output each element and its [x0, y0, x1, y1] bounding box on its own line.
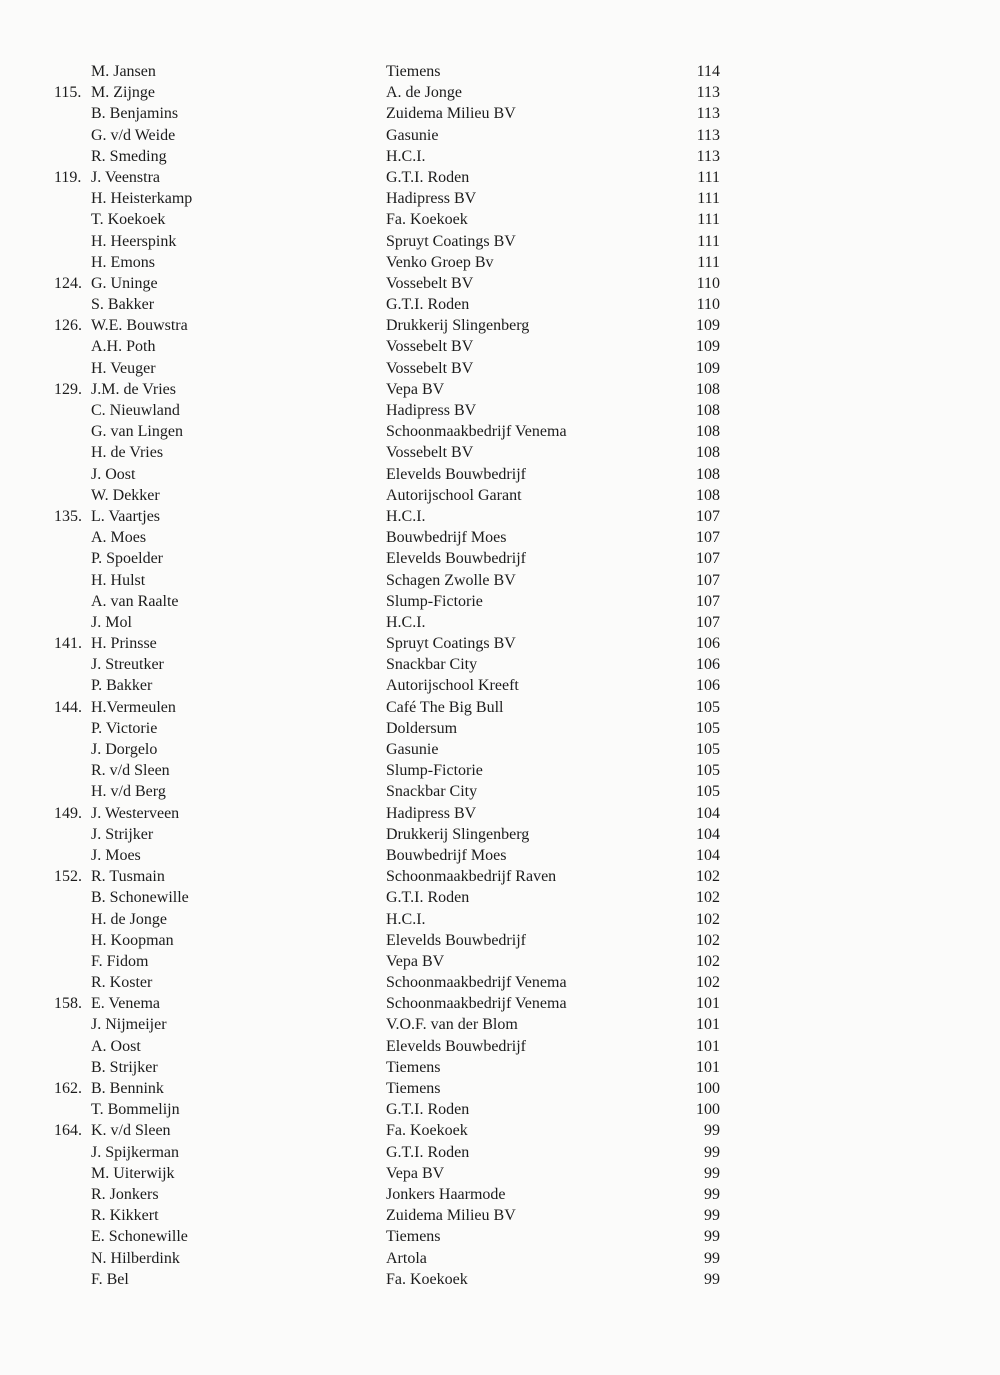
score-cell: 99: [704, 1207, 720, 1225]
name-cell: G. Uninge: [91, 274, 158, 292]
result-row: [0, 1120, 1000, 1141]
score-cell: 113: [696, 105, 720, 123]
score-cell: 114: [696, 63, 720, 80]
company-cell: Schoonmaakbedrijf Venema: [386, 995, 567, 1013]
score-cell: 102: [696, 931, 720, 949]
name-cell: H. Koopman: [91, 931, 174, 949]
name-cell: N. Hilberdink: [91, 1249, 180, 1267]
name-cell: E. Schonewille: [91, 1228, 188, 1246]
rank-cell: 126.: [54, 317, 82, 335]
result-row: [0, 591, 1000, 612]
name-cell: P. Bakker: [91, 677, 153, 695]
name-cell: R. Kikkert: [91, 1207, 159, 1225]
name-cell: J. Spijkerman: [91, 1143, 179, 1161]
company-cell: Fa. Koekoek: [386, 1270, 468, 1288]
result-row: [0, 400, 1000, 421]
score-cell: 111: [697, 253, 720, 271]
company-cell: Fa. Koekoek: [386, 1122, 468, 1140]
company-cell: Venko Groep Bv: [386, 253, 494, 271]
company-cell: Zuidema Milieu BV: [386, 1207, 516, 1225]
results-list: [0, 61, 1000, 1290]
company-cell: Doldersum: [386, 719, 458, 737]
name-cell: R. Smeding: [91, 147, 167, 165]
result-row: [0, 548, 1000, 569]
score-cell: 108: [696, 444, 720, 462]
company-cell: Snackbar City: [386, 783, 478, 801]
company-cell: Bouwbedrijf Moes: [386, 846, 507, 864]
result-row: [0, 167, 1000, 188]
result-row: [0, 739, 1000, 760]
name-cell: S. Bakker: [91, 296, 155, 314]
result-row: [0, 1184, 1000, 1205]
name-cell: H. Hulst: [91, 571, 146, 589]
company-cell: Spruyt Coatings BV: [386, 635, 516, 653]
score-cell: 104: [696, 846, 720, 864]
name-cell: T. Bommelijn: [91, 1101, 180, 1119]
name-cell: J. Dorgelo: [91, 741, 158, 758]
company-cell: A. de Jonge: [386, 84, 462, 102]
company-cell: Elevelds Bouwbedrijf: [386, 1037, 526, 1055]
score-cell: 102: [696, 889, 720, 907]
score-cell: 102: [696, 910, 720, 928]
name-cell: H. Veuger: [91, 359, 156, 377]
score-cell: 109: [696, 338, 720, 356]
score-cell: 107: [696, 571, 720, 589]
name-cell: M. Zijnge: [91, 84, 155, 102]
name-cell: P. Victorie: [91, 719, 158, 737]
score-cell: 108: [696, 486, 720, 504]
name-cell: M. Jansen: [91, 63, 156, 80]
name-cell: H.Vermeulen: [91, 698, 176, 716]
name-cell: A. van Raalte: [91, 592, 179, 610]
score-cell: 107: [696, 529, 720, 547]
company-cell: Jonkers Haarmode: [386, 1185, 506, 1203]
name-cell: C. Nieuwland: [91, 402, 180, 419]
score-cell: 108: [696, 423, 720, 441]
score-cell: 99: [704, 1164, 720, 1182]
name-cell: F. Fidom: [91, 952, 149, 970]
result-row: [0, 464, 1000, 485]
name-cell: B. Benjamins: [91, 105, 179, 123]
result-row: [0, 379, 1000, 400]
score-cell: 107: [696, 550, 720, 568]
company-cell: Vossebelt BV: [386, 274, 474, 292]
name-cell: J. Nijmeijer: [91, 1016, 167, 1034]
score-cell: 109: [696, 359, 720, 377]
result-row: [0, 1036, 1000, 1057]
name-cell: A. Moes: [91, 529, 147, 547]
score-cell: 108: [696, 380, 720, 398]
result-row: [0, 866, 1000, 887]
company-cell: Autorijschool Kreeft: [386, 677, 519, 695]
company-cell: Tiemens: [386, 1080, 441, 1097]
result-row: [0, 909, 1000, 930]
result-row: [0, 527, 1000, 548]
result-row: [0, 760, 1000, 781]
rank-cell: 152.: [54, 868, 82, 886]
company-cell: Elevelds Bouwbedrijf: [386, 465, 526, 483]
result-row: [0, 1163, 1000, 1184]
result-row: [0, 1057, 1000, 1078]
company-cell: Gasunie: [386, 126, 439, 144]
name-cell: J. Veenstra: [91, 168, 161, 186]
result-row: [0, 675, 1000, 696]
result-row: [0, 125, 1000, 146]
company-cell: Drukkerij Slingenberg: [386, 825, 530, 843]
score-cell: 102: [696, 974, 720, 992]
company-cell: Spruyt Coatings BV: [386, 232, 516, 250]
score-cell: 105: [696, 719, 720, 737]
rank-cell: 124.: [54, 274, 82, 292]
result-row: [0, 315, 1000, 336]
result-row: [0, 82, 1000, 103]
company-cell: Artola: [386, 1249, 427, 1267]
company-cell: Hadipress BV: [386, 402, 477, 419]
result-row: [0, 442, 1000, 463]
score-cell: 100: [696, 1101, 720, 1119]
company-cell: Vepa BV: [386, 952, 445, 970]
company-cell: H.C.I.: [386, 910, 426, 928]
name-cell: J. Oost: [91, 465, 136, 483]
score-cell: 107: [696, 613, 720, 631]
name-cell: B. Bennink: [91, 1080, 164, 1097]
rank-cell: 141.: [54, 635, 82, 653]
score-cell: 109: [696, 317, 720, 335]
name-cell: B. Strijker: [91, 1058, 158, 1076]
score-cell: 99: [704, 1185, 720, 1203]
rank-cell: 119.: [54, 168, 82, 186]
name-cell: E. Venema: [91, 995, 161, 1013]
result-row: [0, 697, 1000, 718]
result-row: [0, 824, 1000, 845]
name-cell: H. de Vries: [91, 444, 164, 462]
result-row: [0, 803, 1000, 824]
name-cell: A. Oost: [91, 1037, 141, 1055]
company-cell: Schagen Zwolle BV: [386, 571, 516, 589]
rank-cell: 135.: [54, 507, 82, 525]
company-cell: Hadipress BV: [386, 190, 477, 208]
company-cell: Slump-Fictorie: [386, 592, 483, 610]
company-cell: Schoonmaakbedrijf Venema: [386, 974, 567, 992]
company-cell: G.T.I. Roden: [386, 296, 470, 314]
company-cell: Café The Big Bull: [386, 698, 504, 716]
company-cell: Bouwbedrijf Moes: [386, 529, 507, 547]
company-cell: Vossebelt BV: [386, 359, 474, 377]
rank-cell: 164.: [54, 1122, 82, 1140]
result-row: [0, 1099, 1000, 1120]
company-cell: Hadipress BV: [386, 804, 477, 822]
score-cell: 99: [704, 1228, 720, 1246]
name-cell: K. v/d Sleen: [91, 1122, 171, 1140]
name-cell: H. Heisterkamp: [91, 190, 193, 208]
result-row: [0, 146, 1000, 167]
rank-cell: 129.: [54, 380, 82, 398]
name-cell: J. Westerveen: [91, 804, 180, 822]
name-cell: L. Vaartjes: [91, 507, 161, 525]
score-cell: 104: [696, 804, 720, 822]
name-cell: H. de Jonge: [91, 910, 167, 928]
rank-cell: 149.: [54, 804, 82, 822]
company-cell: H.C.I.: [386, 613, 426, 631]
company-cell: Vossebelt BV: [386, 338, 474, 356]
result-row: [0, 336, 1000, 357]
result-row: [0, 1142, 1000, 1163]
score-cell: 108: [696, 465, 720, 483]
result-row: [0, 930, 1000, 951]
result-row: [0, 1269, 1000, 1290]
score-cell: 105: [696, 741, 720, 758]
score-cell: 106: [696, 677, 720, 695]
score-cell: 113: [696, 126, 720, 144]
name-cell: J. Streutker: [91, 656, 164, 674]
company-cell: Autorijschool Garant: [386, 486, 522, 504]
name-cell: R. Tusmain: [91, 868, 165, 886]
company-cell: Tiemens: [386, 1228, 441, 1246]
score-cell: 105: [696, 783, 720, 801]
score-cell: 111: [697, 190, 720, 208]
result-row: [0, 654, 1000, 675]
name-cell: T. Koekoek: [91, 211, 166, 229]
company-cell: Snackbar City: [386, 656, 478, 674]
score-cell: 113: [696, 147, 720, 165]
score-cell: 99: [704, 1143, 720, 1161]
company-cell: Slump-Fictorie: [386, 762, 483, 780]
result-row: [0, 1226, 1000, 1247]
company-cell: Tiemens: [386, 63, 441, 80]
score-cell: 102: [696, 952, 720, 970]
company-cell: Fa. Koekoek: [386, 211, 468, 229]
rank-cell: 158.: [54, 995, 82, 1013]
result-row: [0, 209, 1000, 230]
company-cell: G.T.I. Roden: [386, 889, 470, 907]
score-cell: 106: [696, 656, 720, 674]
result-row: [0, 188, 1000, 209]
score-cell: 113: [696, 84, 720, 102]
company-cell: H.C.I.: [386, 507, 426, 525]
name-cell: J. Moes: [91, 846, 141, 864]
name-cell: A.H. Poth: [91, 338, 156, 356]
score-cell: 110: [696, 274, 720, 292]
result-row: [0, 485, 1000, 506]
rank-cell: 162.: [54, 1080, 82, 1097]
result-row: [0, 61, 1000, 82]
score-cell: 111: [697, 232, 720, 250]
name-cell: H. Prinsse: [91, 635, 157, 653]
company-cell: Schoonmaakbedrijf Raven: [386, 868, 557, 886]
name-cell: R. Koster: [91, 974, 153, 992]
company-cell: Vepa BV: [386, 380, 445, 398]
result-row: [0, 972, 1000, 993]
company-cell: G.T.I. Roden: [386, 1101, 470, 1119]
score-cell: 111: [697, 168, 720, 186]
score-cell: 101: [696, 995, 720, 1013]
result-row: [0, 1014, 1000, 1035]
name-cell: H. Heerspink: [91, 232, 177, 250]
score-cell: 100: [696, 1080, 720, 1097]
result-row: [0, 358, 1000, 379]
score-cell: 111: [697, 211, 720, 229]
company-cell: Schoonmaakbedrijf Venema: [386, 423, 567, 441]
score-cell: 106: [696, 635, 720, 653]
score-cell: 105: [696, 762, 720, 780]
score-cell: 99: [704, 1270, 720, 1288]
result-row: [0, 1078, 1000, 1099]
score-cell: 105: [696, 698, 720, 716]
company-cell: Elevelds Bouwbedrijf: [386, 550, 526, 568]
result-row: [0, 781, 1000, 802]
result-row: [0, 231, 1000, 252]
company-cell: Vossebelt BV: [386, 444, 474, 462]
score-cell: 99: [704, 1249, 720, 1267]
score-cell: 102: [696, 868, 720, 886]
name-cell: J.M. de Vries: [91, 380, 176, 398]
company-cell: H.C.I.: [386, 147, 426, 165]
company-cell: Elevelds Bouwbedrijf: [386, 931, 526, 949]
score-cell: 108: [696, 402, 720, 419]
score-cell: 101: [696, 1016, 720, 1034]
rank-cell: 144.: [54, 698, 82, 716]
name-cell: B. Schonewille: [91, 889, 189, 907]
name-cell: J. Strijker: [91, 825, 154, 843]
name-cell: P. Spoelder: [91, 550, 163, 568]
score-cell: 110: [696, 296, 720, 314]
score-cell: 101: [696, 1037, 720, 1055]
name-cell: F. Bel: [91, 1270, 129, 1288]
name-cell: R. v/d Sleen: [91, 762, 170, 780]
name-cell: J. Mol: [91, 613, 132, 631]
result-row: [0, 1248, 1000, 1269]
name-cell: H. Emons: [91, 253, 155, 271]
result-row: [0, 506, 1000, 527]
company-cell: Tiemens: [386, 1058, 441, 1076]
result-row: [0, 294, 1000, 315]
score-cell: 99: [704, 1122, 720, 1140]
name-cell: W. Dekker: [91, 486, 160, 504]
name-cell: W.E. Bouwstra: [91, 317, 188, 335]
result-row: [0, 570, 1000, 591]
score-cell: 107: [696, 592, 720, 610]
name-cell: G. van Lingen: [91, 423, 183, 441]
rank-cell: 115.: [54, 84, 82, 102]
result-row: [0, 845, 1000, 866]
company-cell: G.T.I. Roden: [386, 168, 470, 186]
result-row: [0, 993, 1000, 1014]
result-row: [0, 951, 1000, 972]
score-cell: 107: [696, 507, 720, 525]
company-cell: G.T.I. Roden: [386, 1143, 470, 1161]
result-row: [0, 718, 1000, 739]
name-cell: R. Jonkers: [91, 1185, 159, 1203]
result-row: [0, 273, 1000, 294]
company-cell: Zuidema Milieu BV: [386, 105, 516, 123]
company-cell: Vepa BV: [386, 1164, 445, 1182]
name-cell: G. v/d Weide: [91, 126, 176, 144]
name-cell: H. v/d Berg: [91, 783, 166, 801]
result-row: [0, 633, 1000, 654]
result-row: [0, 252, 1000, 273]
result-row: [0, 421, 1000, 442]
result-row: [0, 1205, 1000, 1226]
result-row: [0, 887, 1000, 908]
company-cell: Gasunie: [386, 741, 439, 758]
score-cell: 101: [696, 1058, 720, 1076]
company-cell: V.O.F. van der Blom: [386, 1016, 518, 1034]
result-row: [0, 612, 1000, 633]
score-cell: 104: [696, 825, 720, 843]
result-row: [0, 103, 1000, 124]
company-cell: Drukkerij Slingenberg: [386, 317, 530, 335]
name-cell: M. Uiterwijk: [91, 1164, 175, 1182]
